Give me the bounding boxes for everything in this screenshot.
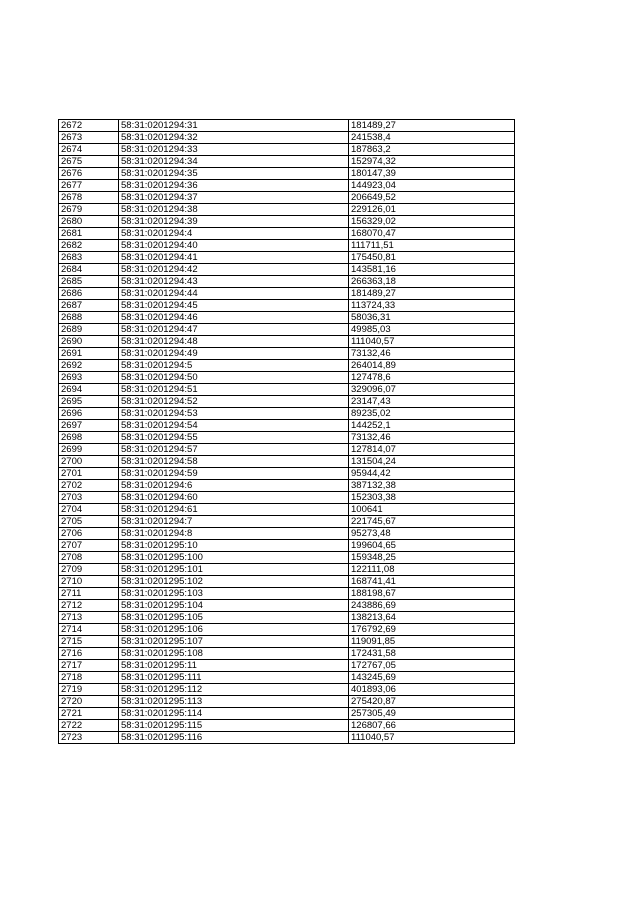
cadastral-number-cell: 58:31:0201295:10	[119, 540, 349, 552]
cadastral-number-cell: 58:31:0201294:61	[119, 504, 349, 516]
table-row	[59, 480, 515, 492]
value-cell: 188198,67	[349, 588, 515, 600]
cadastral-number-cell: 58:31:0201294:52	[119, 396, 349, 408]
value-cell: 387132,38	[349, 480, 515, 492]
value-cell: 180147,39	[349, 168, 515, 180]
value-cell: 275420,87	[349, 696, 515, 708]
row-number-cell: 2673	[59, 132, 119, 144]
row-number-cell: 2675	[59, 156, 119, 168]
row-number-cell: 2707	[59, 540, 119, 552]
table-row	[59, 720, 515, 732]
cadastral-number-cell: 58:31:0201295:104	[119, 600, 349, 612]
table-row	[59, 216, 515, 228]
cadastral-number-cell: 58:31:0201294:50	[119, 372, 349, 384]
cadastral-number-cell: 58:31:0201294:48	[119, 336, 349, 348]
table-row	[59, 564, 515, 576]
row-number-cell: 2672	[59, 120, 119, 132]
value-cell: 221745,67	[349, 516, 515, 528]
value-cell: 73132,46	[349, 348, 515, 360]
table-row	[59, 264, 515, 276]
table-row	[59, 624, 515, 636]
table-row	[59, 588, 515, 600]
value-cell: 206649,52	[349, 192, 515, 204]
cadastral-number-cell: 58:31:0201294:58	[119, 456, 349, 468]
row-number-cell: 2690	[59, 336, 119, 348]
cadastral-number-cell: 58:31:0201294:60	[119, 492, 349, 504]
cadastral-number-cell: 58:31:0201295:115	[119, 720, 349, 732]
cadastral-number-cell: 58:31:0201294:46	[119, 312, 349, 324]
row-number-cell: 2681	[59, 228, 119, 240]
value-cell: 127814,07	[349, 444, 515, 456]
table-row	[59, 504, 515, 516]
table-row	[59, 492, 515, 504]
value-cell: 243886,69	[349, 600, 515, 612]
cadastral-number-cell: 58:31:0201294:41	[119, 252, 349, 264]
row-number-cell: 2697	[59, 420, 119, 432]
row-number-cell: 2680	[59, 216, 119, 228]
value-cell: 119091,85	[349, 636, 515, 648]
cadastral-number-cell: 58:31:0201295:108	[119, 648, 349, 660]
cadastral-number-cell: 58:31:0201294:55	[119, 432, 349, 444]
table-row	[59, 276, 515, 288]
cadastral-number-cell: 58:31:0201295:107	[119, 636, 349, 648]
table-row	[59, 312, 515, 324]
row-number-cell: 2676	[59, 168, 119, 180]
row-number-cell: 2696	[59, 408, 119, 420]
row-number-cell: 2698	[59, 432, 119, 444]
cadastral-number-cell: 58:31:0201294:39	[119, 216, 349, 228]
cadastral-number-cell: 58:31:0201294:43	[119, 276, 349, 288]
table-row	[59, 300, 515, 312]
cadastral-number-cell: 58:31:0201294:34	[119, 156, 349, 168]
value-cell: 199604,65	[349, 540, 515, 552]
table-row	[59, 468, 515, 480]
cadastral-number-cell: 58:31:0201295:100	[119, 552, 349, 564]
table-row	[59, 324, 515, 336]
value-cell: 144252,1	[349, 420, 515, 432]
table-row	[59, 204, 515, 216]
table-row	[59, 288, 515, 300]
value-cell: 176792,69	[349, 624, 515, 636]
table-row	[59, 708, 515, 720]
row-number-cell: 2693	[59, 372, 119, 384]
table-row	[59, 516, 515, 528]
row-number-cell: 2720	[59, 696, 119, 708]
row-number-cell: 2691	[59, 348, 119, 360]
cadastral-number-cell: 58:31:0201294:59	[119, 468, 349, 480]
value-cell: 100641	[349, 504, 515, 516]
cadastral-number-cell: 58:31:0201295:102	[119, 576, 349, 588]
row-number-cell: 2684	[59, 264, 119, 276]
table-row	[59, 132, 515, 144]
value-cell: 229126,01	[349, 204, 515, 216]
row-number-cell: 2723	[59, 732, 119, 744]
table-row	[59, 120, 515, 132]
row-number-cell: 2713	[59, 612, 119, 624]
table-row	[59, 408, 515, 420]
cadastral-number-cell: 58:31:0201295:11	[119, 660, 349, 672]
value-cell: 156329,02	[349, 216, 515, 228]
cadastral-number-cell: 58:31:0201294:54	[119, 420, 349, 432]
row-number-cell: 2711	[59, 588, 119, 600]
value-cell: 126807,66	[349, 720, 515, 732]
row-number-cell: 2719	[59, 684, 119, 696]
row-number-cell: 2722	[59, 720, 119, 732]
value-cell: 95273,48	[349, 528, 515, 540]
table-row	[59, 732, 515, 744]
value-cell: 143245,69	[349, 672, 515, 684]
table-row	[59, 252, 515, 264]
row-number-cell: 2710	[59, 576, 119, 588]
row-number-cell: 2705	[59, 516, 119, 528]
value-cell: 181489,27	[349, 120, 515, 132]
value-cell: 264014,89	[349, 360, 515, 372]
row-number-cell: 2695	[59, 396, 119, 408]
cadastral-number-cell: 58:31:0201294:36	[119, 180, 349, 192]
cadastral-number-cell: 58:31:0201295:111	[119, 672, 349, 684]
row-number-cell: 2692	[59, 360, 119, 372]
value-cell: 152303,38	[349, 492, 515, 504]
cadastral-number-cell: 58:31:0201294:31	[119, 120, 349, 132]
value-cell: 172431,58	[349, 648, 515, 660]
value-cell: 111040,57	[349, 732, 515, 744]
value-cell: 159348,25	[349, 552, 515, 564]
value-cell: 111040,57	[349, 336, 515, 348]
table-row	[59, 576, 515, 588]
cadastral-number-cell: 58:31:0201294:5	[119, 360, 349, 372]
cadastral-number-cell: 58:31:0201294:44	[119, 288, 349, 300]
value-cell: 23147,43	[349, 396, 515, 408]
table-row	[59, 168, 515, 180]
value-cell: 181489,27	[349, 288, 515, 300]
value-cell: 131504,24	[349, 456, 515, 468]
row-number-cell: 2717	[59, 660, 119, 672]
row-number-cell: 2708	[59, 552, 119, 564]
cadastral-number-cell: 58:31:0201294:42	[119, 264, 349, 276]
table-row	[59, 372, 515, 384]
table-row	[59, 180, 515, 192]
cadastral-number-cell: 58:31:0201295:105	[119, 612, 349, 624]
value-cell: 329096,07	[349, 384, 515, 396]
table-row	[59, 660, 515, 672]
cadastral-number-cell: 58:31:0201294:33	[119, 144, 349, 156]
cadastral-number-cell: 58:31:0201294:45	[119, 300, 349, 312]
value-cell: 187863,2	[349, 144, 515, 156]
value-cell: 143581,16	[349, 264, 515, 276]
value-cell: 111711,51	[349, 240, 515, 252]
table-row	[59, 528, 515, 540]
value-cell: 401893,06	[349, 684, 515, 696]
row-number-cell: 2718	[59, 672, 119, 684]
table-row	[59, 336, 515, 348]
cadastral-number-cell: 58:31:0201294:8	[119, 528, 349, 540]
value-cell: 168070,47	[349, 228, 515, 240]
row-number-cell: 2712	[59, 600, 119, 612]
cadastral-number-cell: 58:31:0201295:106	[119, 624, 349, 636]
value-cell: 175450,81	[349, 252, 515, 264]
row-number-cell: 2685	[59, 276, 119, 288]
cadastral-number-cell: 58:31:0201295:103	[119, 588, 349, 600]
table-row	[59, 672, 515, 684]
cadastral-number-cell: 58:31:0201294:51	[119, 384, 349, 396]
cadastral-number-cell: 58:31:0201294:37	[119, 192, 349, 204]
row-number-cell: 2703	[59, 492, 119, 504]
row-number-cell: 2716	[59, 648, 119, 660]
value-cell: 266363,18	[349, 276, 515, 288]
cadastral-number-cell: 58:31:0201295:113	[119, 696, 349, 708]
table-row	[59, 348, 515, 360]
cadastral-number-cell: 58:31:0201295:114	[119, 708, 349, 720]
row-number-cell: 2715	[59, 636, 119, 648]
row-number-cell: 2682	[59, 240, 119, 252]
row-number-cell: 2702	[59, 480, 119, 492]
row-number-cell: 2678	[59, 192, 119, 204]
row-number-cell: 2677	[59, 180, 119, 192]
value-cell: 122111,08	[349, 564, 515, 576]
value-cell: 152974,32	[349, 156, 515, 168]
row-number-cell: 2686	[59, 288, 119, 300]
cadastral-number-cell: 58:31:0201294:7	[119, 516, 349, 528]
value-cell: 49985,03	[349, 324, 515, 336]
cadastral-number-cell: 58:31:0201294:53	[119, 408, 349, 420]
value-cell: 113724,33	[349, 300, 515, 312]
value-cell: 168741,41	[349, 576, 515, 588]
value-cell: 95944,42	[349, 468, 515, 480]
row-number-cell: 2699	[59, 444, 119, 456]
cadastral-number-cell: 58:31:0201294:40	[119, 240, 349, 252]
value-cell: 241538,4	[349, 132, 515, 144]
row-number-cell: 2687	[59, 300, 119, 312]
row-number-cell: 2694	[59, 384, 119, 396]
cadastral-number-cell: 58:31:0201294:57	[119, 444, 349, 456]
row-number-cell: 2689	[59, 324, 119, 336]
value-cell: 127478,6	[349, 372, 515, 384]
row-number-cell: 2700	[59, 456, 119, 468]
row-number-cell: 2683	[59, 252, 119, 264]
value-cell: 73132,46	[349, 432, 515, 444]
value-cell: 257305,49	[349, 708, 515, 720]
table-row	[59, 144, 515, 156]
row-number-cell: 2679	[59, 204, 119, 216]
table-row	[59, 384, 515, 396]
table-body	[59, 120, 515, 744]
table-row	[59, 192, 515, 204]
cadastral-number-cell: 58:31:0201295:101	[119, 564, 349, 576]
table-row	[59, 612, 515, 624]
table-row	[59, 156, 515, 168]
table-row	[59, 228, 515, 240]
cadastral-number-cell: 58:31:0201294:32	[119, 132, 349, 144]
value-cell: 172767,05	[349, 660, 515, 672]
table-row	[59, 396, 515, 408]
row-number-cell: 2709	[59, 564, 119, 576]
table-row	[59, 360, 515, 372]
table-row	[59, 696, 515, 708]
row-number-cell: 2701	[59, 468, 119, 480]
table-row	[59, 552, 515, 564]
row-number-cell: 2721	[59, 708, 119, 720]
table-row	[59, 456, 515, 468]
row-number-cell: 2674	[59, 144, 119, 156]
cadastral-number-cell: 58:31:0201294:6	[119, 480, 349, 492]
value-cell: 89235,02	[349, 408, 515, 420]
table-row	[59, 444, 515, 456]
row-number-cell: 2706	[59, 528, 119, 540]
cadastral-number-cell: 58:31:0201294:38	[119, 204, 349, 216]
value-cell: 58036,31	[349, 312, 515, 324]
table-row	[59, 540, 515, 552]
cadastral-number-cell: 58:31:0201294:47	[119, 324, 349, 336]
table-row	[59, 636, 515, 648]
table-row	[59, 432, 515, 444]
cadastral-number-cell: 58:31:0201294:35	[119, 168, 349, 180]
table-row	[59, 648, 515, 660]
cadastral-number-cell: 58:31:0201294:49	[119, 348, 349, 360]
cadastral-number-cell: 58:31:0201294:4	[119, 228, 349, 240]
table-row	[59, 240, 515, 252]
table-row	[59, 420, 515, 432]
row-number-cell: 2714	[59, 624, 119, 636]
cadastral-number-cell: 58:31:0201295:112	[119, 684, 349, 696]
row-number-cell: 2704	[59, 504, 119, 516]
value-cell: 144923,04	[349, 180, 515, 192]
table-row	[59, 684, 515, 696]
value-cell: 138213,64	[349, 612, 515, 624]
row-number-cell: 2688	[59, 312, 119, 324]
table-row	[59, 600, 515, 612]
data-table	[58, 119, 515, 744]
cadastral-number-cell: 58:31:0201295:116	[119, 732, 349, 744]
